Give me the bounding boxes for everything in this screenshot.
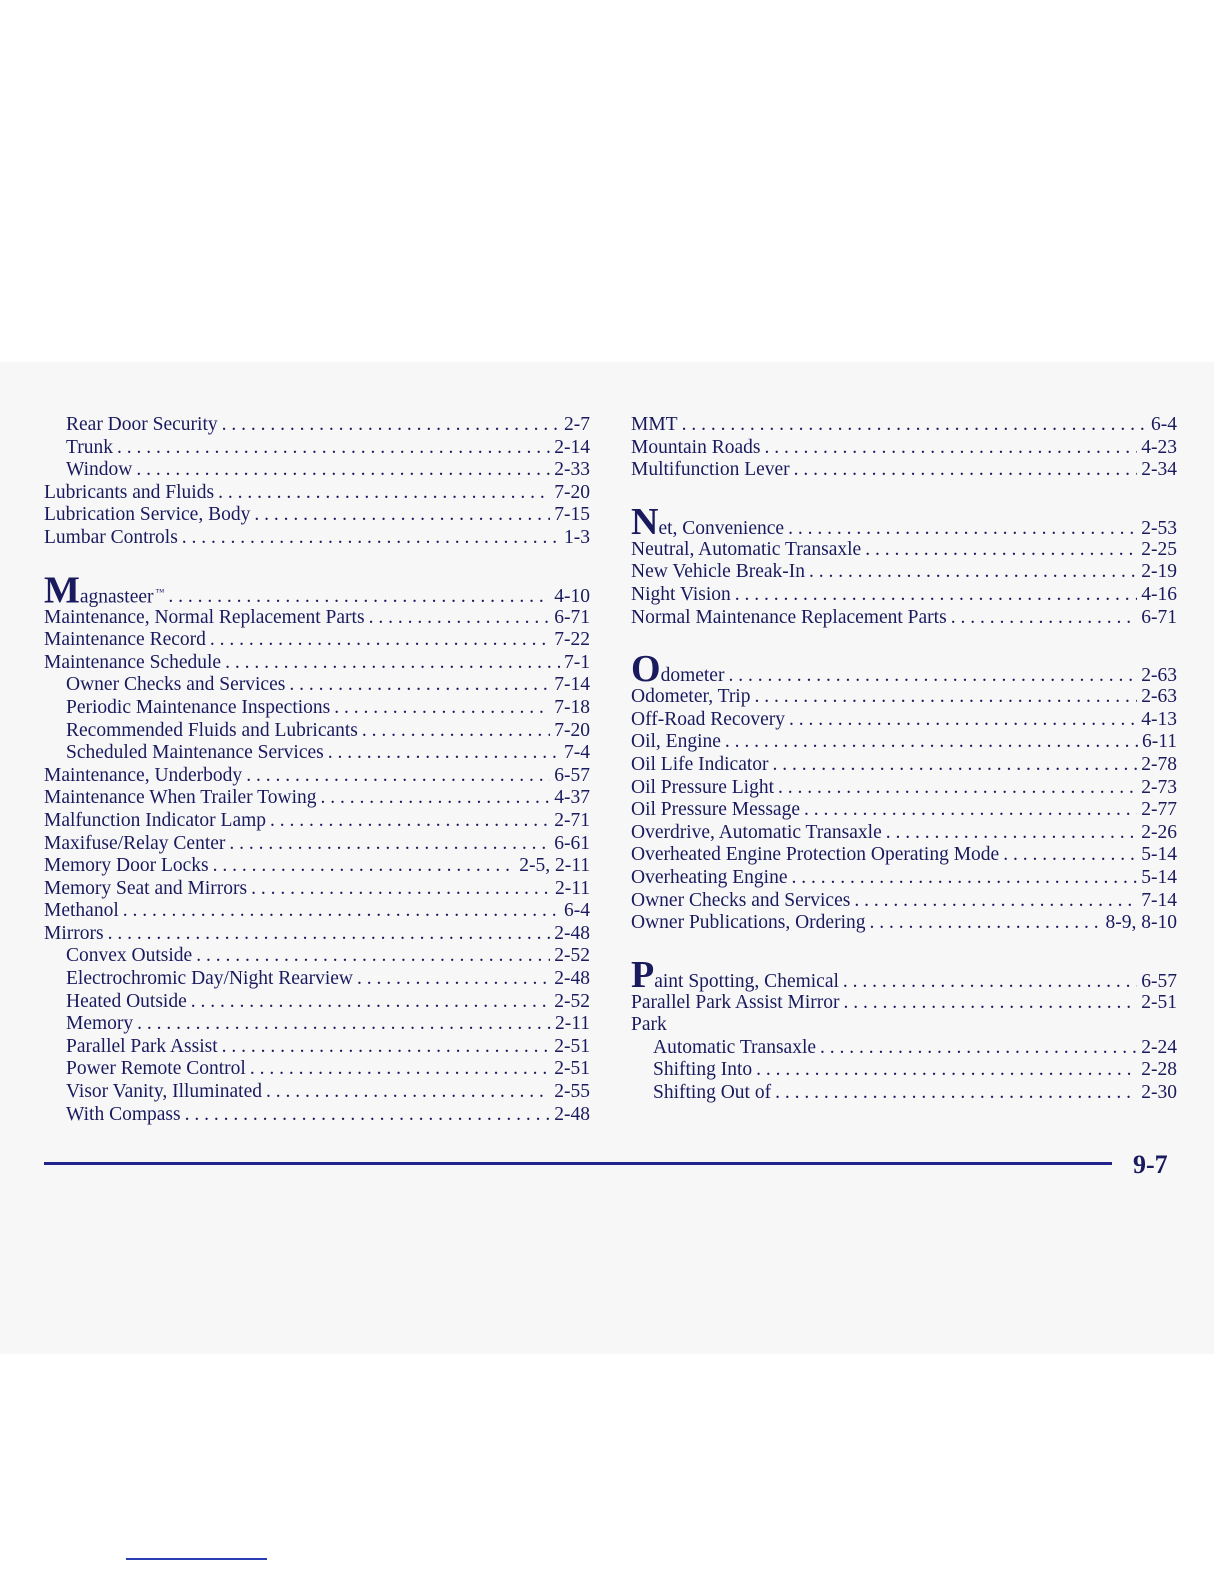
entry-label: Owner Checks and Services [631,889,851,911]
index-entry [631,414,1177,437]
dot-leader [794,459,1138,482]
dot-leader [191,991,550,1014]
index-letter-heading-entry [44,569,590,612]
entry-page-ref: 2-51 [1141,991,1177,1013]
entry-page-ref: 7-20 [554,719,590,741]
entry-label: Oil Life Indicator [631,753,769,775]
index-entry [631,686,1177,709]
dot-leader [328,742,560,765]
entry-label: Shifting Out of [653,1082,772,1104]
index-letter-heading-entry [631,953,1177,996]
drop-cap-letter: M [44,569,80,612]
index-letter-heading-entry [631,500,1177,543]
entry-label: Park [631,1014,667,1036]
entry-label: Heated Outside [66,990,187,1012]
dot-leader [182,527,560,550]
dot-leader [254,504,550,527]
dot-leader [213,855,516,878]
entry-page-ref: 2-30 [1141,1082,1177,1104]
dot-leader [804,799,1137,822]
entry-label: Neutral, Automatic Transaxle [631,538,862,560]
entry-page-ref: 2-11 [554,877,590,899]
entry-page-ref: 2-26 [1141,821,1177,843]
entry-label: Recommended Fluids and Lubricants [66,719,358,741]
index-subentry [44,459,590,482]
entry-label: Mountain Roads [631,436,761,458]
dot-leader [865,539,1137,562]
entry-page-ref: 8-9, 8-10 [1105,912,1177,934]
entry-label: Trunk [66,436,113,458]
entry-page-ref: 7-20 [554,481,590,503]
entry-label: Memory [66,1013,134,1035]
entry-label: Convex Outside [66,945,193,967]
index-entry [631,799,1177,822]
dot-leader [854,890,1137,913]
entry-label: Oil Pressure Light [631,776,774,798]
index-subentry [44,1104,590,1127]
entry-page-ref: 2-48 [554,968,590,990]
index-subentry [631,1037,1177,1060]
dot-leader [789,709,1137,732]
entry-page-ref: 2-24 [1141,1036,1177,1058]
dot-leader [250,1058,550,1081]
bottom-link-underline [126,1558,267,1560]
entry-page-ref: 4-23 [1141,436,1177,458]
index-subentry [44,1081,590,1104]
dot-leader [754,686,1137,709]
entry-label: Lubricants and Fluids [44,481,215,503]
entry-page-ref: 2-53 [1141,517,1177,539]
entry-label: MMT [631,414,678,435]
entry-page-ref: 6-57 [1141,970,1177,992]
dot-leader [289,674,550,697]
entry-label: Off-Road Recovery [631,708,785,730]
dot-leader [735,584,1137,607]
dot-leader [225,652,560,675]
index-column-left [44,414,590,1126]
entry-label: Malfunction Indicator Lamp [44,809,267,831]
index-entry [631,731,1177,754]
index-entry [631,754,1177,777]
dot-leader [725,731,1138,754]
dot-leader [136,459,550,482]
entry-page-ref: 2-63 [1141,665,1177,687]
dot-leader [951,607,1138,630]
entry-label: Oil, Engine [631,731,721,753]
entry-label: With Compass [66,1103,181,1125]
entry-label: Shifting Into [653,1059,753,1081]
dot-leader [1003,844,1137,867]
page-number: 9-7 [1133,1150,1168,1179]
index-entry [631,822,1177,845]
entry-page-ref: 2-34 [1141,459,1177,481]
entry-page-ref: 2-5, 2-11 [519,855,590,877]
index-entry [44,652,590,675]
entry-page-ref: 2-51 [554,1035,590,1057]
dot-leader [218,482,550,505]
index-subentry [44,968,590,991]
dot-leader [764,437,1137,460]
entry-label: Automatic Transaxle [653,1036,817,1058]
entry-label: Lubrication Service, Body [44,504,251,526]
entry-page-ref: 2-7 [564,414,590,435]
entry-page-ref: 6-71 [1141,606,1177,628]
dot-leader [117,437,550,460]
dot-leader [321,787,551,810]
entry-page-ref: 2-11 [554,1013,590,1035]
index-subentry [44,697,590,720]
dot-leader [137,1013,551,1036]
entry-label: Owner Publications, Ordering [631,912,866,934]
entry-page-ref: 6-71 [554,606,590,628]
dot-leader [196,945,550,968]
dot-leader [251,878,551,901]
index-letter-heading-entry [631,648,1177,691]
entry-label: Overdrive, Automatic Transaxle [631,821,882,843]
dot-leader [222,414,560,437]
entry-label: Maintenance, Normal Replacement Parts [44,606,365,628]
entry-page-ref: 4-16 [1141,583,1177,605]
entry-label: Scheduled Maintenance Services [66,742,324,764]
index-subentry [44,1058,590,1081]
index-entry [631,867,1177,890]
entry-label-rest: dometer [660,665,725,687]
entry-label: Normal Maintenance Replacement Parts [631,606,947,628]
entry-page-ref: 4-10 [554,586,590,608]
entry-label: Power Remote Control [66,1058,246,1080]
index-entry [44,855,590,878]
dot-leader [362,720,550,743]
dot-leader [820,1037,1137,1060]
dot-leader [809,561,1137,584]
entry-label: Parallel Park Assist [66,1035,218,1057]
entry-page-ref: 7-14 [1141,889,1177,911]
entry-label-rest: agnasteer [79,586,154,608]
entry-page-ref: 2-73 [1141,776,1177,798]
index-entry [631,539,1177,562]
index-entry [631,561,1177,584]
dot-leader [844,992,1138,1015]
entry-page-ref: 2-19 [1141,561,1177,583]
entry-label: Overheating Engine [631,866,788,888]
entry-label: Maxifuse/Relay Center [44,832,226,854]
entry-page-ref: 7-4 [564,742,590,764]
entry-page-ref: 4-13 [1141,708,1177,730]
index-entry [631,912,1177,935]
index-entry [44,900,590,923]
index-entry [44,607,590,630]
index-entry [44,878,590,901]
entry-page-ref: 2-52 [554,945,590,967]
entry-page-ref: 2-78 [1141,753,1177,775]
index-entry [631,584,1177,607]
dot-leader [222,1036,551,1059]
entry-label: Maintenance When Trailer Towing [44,787,317,809]
entry-label: Maintenance, Underbody [44,764,243,786]
entry-label: Night Vision [631,583,731,605]
index-subentry [631,1082,1177,1105]
index-entry [44,504,590,527]
entry-page-ref: 6-61 [554,832,590,854]
entry-page-ref: 2-28 [1141,1059,1177,1081]
dot-leader [886,822,1138,845]
index-entry [44,787,590,810]
entry-label: Maintenance Record [44,629,206,651]
entry-page-ref: 2-33 [554,459,590,481]
drop-cap-letter: P [631,953,655,996]
entry-page-ref: 6-11 [1141,731,1177,753]
entry-label: Mirrors [44,922,104,944]
trademark-mark: ™ [155,586,165,597]
entry-label: Window [66,459,133,481]
dot-leader [682,414,1147,437]
entry-page-ref: 2-77 [1141,799,1177,821]
entry-label: Overheated Engine Protection Operating Mode [631,844,1000,866]
dot-leader [334,697,550,720]
index-entry [44,923,590,946]
entry-page-ref: 7-22 [554,629,590,651]
index-subentry [44,742,590,765]
entry-page-ref: 2-48 [554,1103,590,1125]
index-subentry [44,437,590,460]
index-subentry [44,945,590,968]
entry-page-ref: 7-15 [554,504,590,526]
entry-label: Periodic Maintenance Inspections [66,696,331,718]
entry-label: Electrochromic Day/Night Rearview [66,968,353,990]
index-entry [631,844,1177,867]
index-entry [631,1014,1177,1037]
dot-leader [775,1082,1137,1105]
index-entry [44,629,590,652]
entry-page-ref: 6-4 [564,900,590,922]
entry-page-ref: 7-18 [554,696,590,718]
entry-label: Lumbar Controls [44,526,178,548]
entry-page-ref: 5-14 [1141,844,1177,866]
dot-leader [270,810,550,833]
dot-leader [778,777,1137,800]
dot-leader [123,900,560,923]
dot-leader [229,833,550,856]
entry-page-ref: 1-3 [564,526,590,548]
entry-page-ref: 2-48 [554,922,590,944]
entry-page-ref: 2-63 [1141,686,1177,708]
index-entry [631,607,1177,630]
dot-leader [246,765,550,788]
entry-page-ref: 2-25 [1141,538,1177,560]
entry-label: Visor Vanity, Illuminated [66,1081,262,1103]
entry-page-ref: 2-52 [554,990,590,1012]
entry-page-ref: 2-71 [554,809,590,831]
index-subentry [44,1036,590,1059]
index-column-right [631,414,1177,1105]
entry-label: Owner Checks and Services [66,674,286,696]
dot-leader [369,607,551,630]
dot-leader [870,912,1102,935]
footer-rule [44,1162,1112,1165]
entry-page-ref: 2-51 [554,1058,590,1080]
entry-label-rest: et, Convenience [658,517,785,539]
index-entry [44,810,590,833]
entry-label: Memory Seat and Mirrors [44,877,248,899]
entry-label: New Vehicle Break-In [631,561,805,583]
index-entry [631,459,1177,482]
dot-leader [792,867,1138,890]
drop-cap-letter: N [631,500,659,543]
index-entry [44,527,590,550]
entry-label: Rear Door Security [66,414,218,435]
index-subentry [44,414,590,437]
entry-page-ref: 5-14 [1141,866,1177,888]
entry-page-ref: 2-55 [554,1081,590,1103]
dot-leader [210,629,550,652]
index-subentry [631,1059,1177,1082]
index-entry [631,890,1177,913]
index-entry [44,765,590,788]
index-subentry [44,1013,590,1036]
entry-page-ref: 7-14 [554,674,590,696]
index-subentry [44,991,590,1014]
dot-leader [357,968,550,991]
index-entry [631,777,1177,800]
index-subentry [44,720,590,743]
index-entry [631,709,1177,732]
entry-page-ref: 6-4 [1151,414,1177,435]
entry-page-ref: 7-1 [564,651,590,673]
entry-page-ref: 4-37 [554,787,590,809]
entry-label-rest: aint Spotting, Chemical [654,970,839,992]
entry-label: Maintenance Schedule [44,651,222,673]
entry-label: Odometer, Trip [631,686,751,708]
dot-leader [108,923,551,946]
dot-leader [773,754,1138,777]
dot-leader [756,1059,1137,1082]
drop-cap-letter: O [631,648,661,691]
index-subentry [44,674,590,697]
dot-leader [185,1104,551,1127]
index-entry [44,482,590,505]
index-entry [631,992,1177,1015]
entry-label: Methanol [44,900,119,922]
entry-label: Parallel Park Assist Mirror [631,991,840,1013]
entry-page-ref: 6-57 [554,764,590,786]
dot-leader [266,1081,550,1104]
entry-label: Oil Pressure Message [631,799,800,821]
entry-label: Multifunction Lever [631,459,790,481]
index-entry [631,437,1177,460]
index-entry [44,833,590,856]
entry-page-ref: 2-14 [554,436,590,458]
entry-label: Memory Door Locks [44,855,209,877]
